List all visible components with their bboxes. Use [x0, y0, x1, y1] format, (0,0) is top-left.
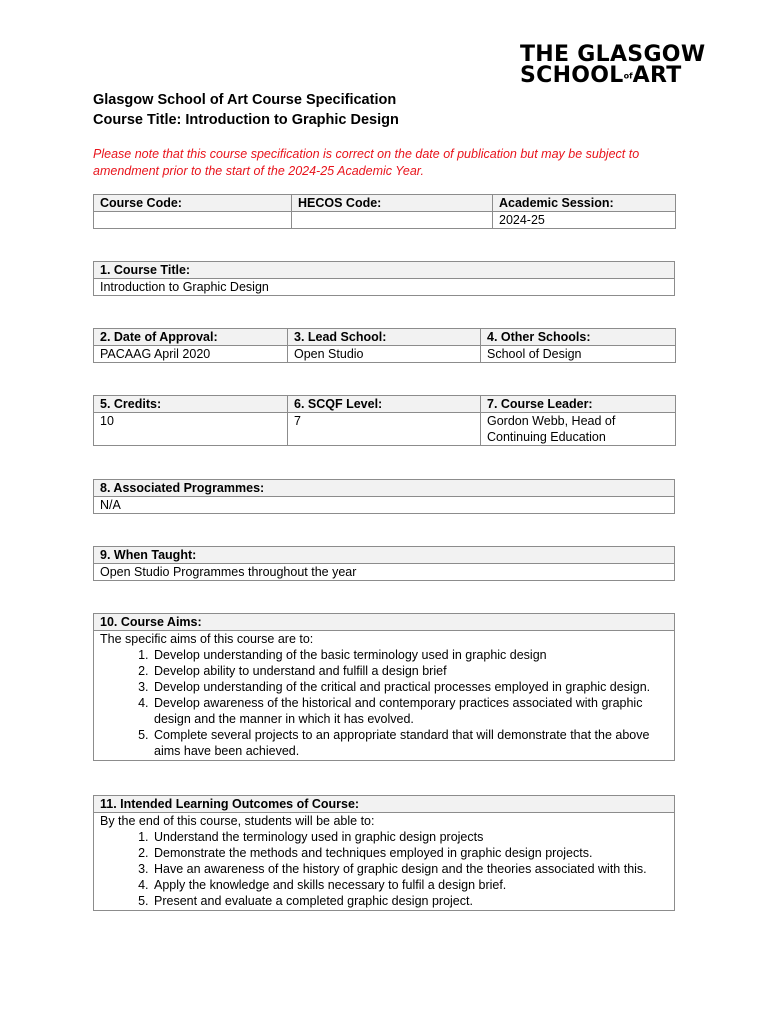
codes-table: [93, 194, 676, 229]
lead-school-value: Open Studio: [288, 346, 481, 363]
learning-outcomes-table: [93, 795, 675, 911]
list-item: 2. Demonstrate the methods and techniques employed in graphic design projects.: [152, 845, 668, 861]
logo-word-school: SCHOOL: [520, 63, 624, 88]
other-schools-label: 4. Other Schools:: [481, 329, 676, 346]
list-item: 4. Apply the knowledge and skills necessary to fulfil a design brief.: [152, 877, 668, 893]
lead-school-label: 3. Lead School:: [288, 329, 481, 346]
academic-session-label: Academic Session:: [493, 195, 676, 212]
learning-outcomes-label: 11. Intended Learning Outcomes of Course:: [94, 796, 675, 813]
when-taught-label: 9. When Taught:: [94, 547, 675, 564]
course-leader-label: 7. Course Leader:: [481, 396, 676, 413]
gsa-logo: [520, 44, 720, 87]
date-of-approval-value: PACAAG April 2020: [94, 346, 288, 363]
scqf-level-value: 7: [288, 413, 481, 446]
publication-notice: Please note that this course specification is correct on the date of publication but may be subject to amendment prior to the start of the 2024-25 Academic Year.: [93, 147, 640, 178]
learning-outcomes-body: [94, 813, 675, 911]
associated-programmes-label: 8. Associated Programmes:: [94, 480, 675, 497]
course-aims-label: 10. Course Aims:: [94, 614, 675, 631]
other-schools-value: School of Design: [481, 346, 676, 363]
course-aims-table: [93, 613, 675, 761]
credits-label: 5. Credits:: [94, 396, 288, 413]
hecos-code-label: HECOS Code:: [292, 195, 493, 212]
course-title-table: [93, 261, 675, 296]
course-title-label: 1. Course Title:: [94, 262, 675, 279]
date-of-approval-label: 2. Date of Approval:: [94, 329, 288, 346]
course-title-heading: Course Title: Introduction to Graphic Design: [93, 112, 399, 128]
academic-session-value: 2024-25: [493, 212, 676, 229]
scqf-level-label: 6. SCQF Level:: [288, 396, 481, 413]
approval-table: [93, 328, 676, 363]
list-item: 5. Present and evaluate a completed graphic design project.: [152, 893, 668, 909]
list-item: 4. Develop awareness of the historical and contemporary practices associated with graphic design and the manner in which it has evolved.: [152, 695, 668, 727]
programmes-table: [93, 479, 675, 514]
list-item: 3. Have an awareness of the history of graphic design and the theories associated with this.: [152, 861, 668, 877]
credits-value: 10: [94, 413, 288, 446]
course-aims-list: [100, 647, 668, 759]
course-leader-value: Gordon Webb, Head of Continuing Education: [481, 413, 676, 446]
list-item: 3. Develop understanding of the critical and practical processes employed in graphic design.: [152, 679, 668, 695]
hecos-code-value: [292, 212, 493, 229]
list-item: 1. Understand the terminology used in graphic design projects: [152, 829, 668, 845]
logo-of: of: [623, 71, 633, 81]
course-aims-intro: The specific aims of this course are to:: [100, 632, 314, 646]
course-code-value: [94, 212, 292, 229]
list-item: 1. Develop understanding of the basic terminology used in graphic design: [152, 647, 668, 663]
logo-word-art: ART: [632, 63, 682, 88]
when-taught-value: Open Studio Programmes throughout the year: [94, 564, 675, 581]
course-aims-body: [94, 631, 675, 761]
learning-outcomes-list: [100, 829, 668, 909]
list-item: 5. Complete several projects to an appropriate standard that will demonstrate that the above aims have been achieved.: [152, 727, 668, 759]
document-title: Glasgow School of Art Course Specification: [93, 92, 397, 108]
course-title-value: Introduction to Graphic Design: [94, 279, 675, 296]
logo-line-2: [520, 65, 720, 87]
associated-programmes-value: N/A: [94, 497, 675, 514]
document-header: [93, 90, 399, 130]
list-item: 2. Develop ability to understand and fulfill a design brief: [152, 663, 668, 679]
when-taught-table: [93, 546, 675, 581]
logo-line-1: THE GLASGOW: [520, 42, 706, 67]
learning-outcomes-intro: By the end of this course, students will be able to:: [100, 814, 375, 828]
course-code-label: Course Code:: [94, 195, 292, 212]
credits-table: [93, 395, 676, 446]
